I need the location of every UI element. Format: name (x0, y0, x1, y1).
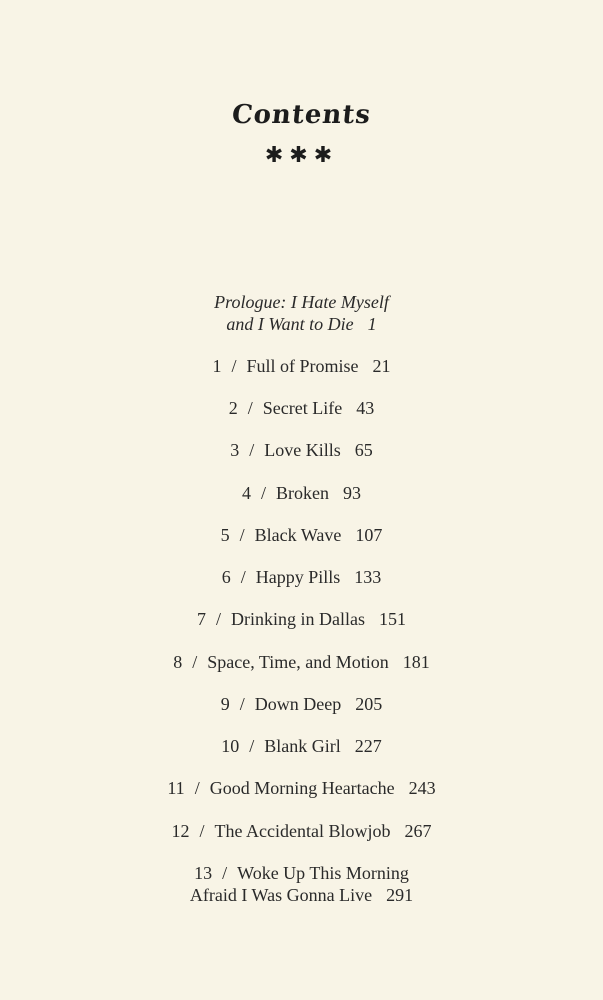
prologue-title-line2: and I Want to Die (226, 314, 354, 334)
chapter-page-number: 93 (343, 483, 361, 503)
chapter-page-number: 43 (356, 398, 375, 418)
toc-entry-chapter-10[interactable] (0, 735, 603, 757)
chapter-number: 12 (171, 821, 190, 841)
chapter-page-number: 65 (354, 440, 373, 460)
separator: / (199, 821, 205, 841)
chapter-title: Happy Pills (255, 567, 341, 587)
chapter-title: Space, Time, and Motion (207, 652, 389, 672)
chapter-title-line2: Afraid I Was Gonna Live (189, 885, 373, 905)
chapter-number: 5 (220, 525, 230, 545)
chapter-title: Full of Promise (246, 356, 359, 376)
prologue-title-line1: Prologue: I Hate Myself (214, 292, 389, 312)
toc-entry-chapter-3[interactable] (0, 439, 603, 461)
chapter-title: Secret Life (262, 398, 343, 418)
chapter-number: 3 (230, 440, 240, 460)
toc-entry-chapter-7[interactable] (0, 608, 603, 630)
chapter-page-number: 181 (402, 652, 430, 672)
chapter-page-number: 21 (372, 356, 391, 376)
chapter-number: 11 (167, 778, 185, 798)
chapter-number: 13 (194, 863, 213, 883)
chapter-number: 9 (220, 694, 230, 714)
chapter-number: 10 (221, 736, 240, 756)
separator: / (249, 736, 255, 756)
separator: / (240, 567, 246, 587)
toc-entry-chapter-4[interactable] (0, 482, 603, 504)
page-title: Contents (230, 100, 373, 130)
chapter-title: Good Morning Heartache (209, 778, 395, 798)
separator: / (260, 483, 266, 503)
separator: / (249, 440, 255, 460)
toc-entry-chapter-2[interactable] (0, 397, 603, 419)
chapter-title: Woke Up This Morning (237, 863, 409, 883)
prologue-page-number: 1 (367, 314, 377, 334)
chapter-page-number: 133 (354, 567, 382, 587)
chapter-number: 7 (197, 609, 206, 629)
chapter-page-number: 107 (355, 525, 383, 545)
chapter-number: 1 (212, 356, 222, 376)
separator: / (239, 525, 245, 545)
chapter-page-number: 291 (386, 885, 414, 905)
chapter-number: 8 (173, 652, 183, 672)
toc-entry-prologue[interactable] (0, 291, 603, 335)
separator: / (222, 863, 228, 883)
chapter-title: Love Kills (264, 440, 341, 460)
separator: / (239, 694, 245, 714)
chapter-page-number: 205 (355, 694, 383, 714)
chapter-page-number: 227 (354, 736, 382, 756)
chapter-title: Down Deep (254, 694, 342, 714)
chapter-title: Blank Girl (264, 736, 341, 756)
star-ornament-icon: ✱✱✱ (264, 143, 339, 168)
chapter-title: Black Wave (254, 525, 342, 545)
toc-entry-chapter-9[interactable] (0, 693, 603, 715)
separator: / (192, 652, 198, 672)
toc-entry-chapter-1[interactable] (0, 355, 603, 377)
separator: / (231, 356, 237, 376)
toc-entry-chapter-5[interactable] (0, 524, 603, 546)
toc-entry-chapter-12[interactable] (0, 820, 603, 842)
separator: / (247, 398, 253, 418)
toc-entry-chapter-8[interactable] (0, 651, 603, 673)
chapter-number: 2 (228, 398, 238, 418)
chapter-number: 4 (241, 483, 251, 503)
chapter-page-number: 267 (404, 821, 432, 841)
chapter-title: Broken (276, 483, 329, 503)
separator: / (216, 609, 222, 629)
toc-entry-chapter-6[interactable] (0, 566, 603, 588)
toc-entry-chapter-11[interactable] (0, 777, 603, 799)
chapter-page-number: 243 (408, 778, 436, 798)
toc-entry-chapter-13[interactable] (0, 862, 603, 906)
chapter-title: Drinking in Dallas (231, 609, 365, 629)
separator: / (194, 778, 200, 798)
chapter-page-number: 151 (379, 609, 406, 629)
chapter-number: 6 (221, 567, 231, 587)
chapter-title: The Accidental Blowjob (214, 821, 391, 841)
